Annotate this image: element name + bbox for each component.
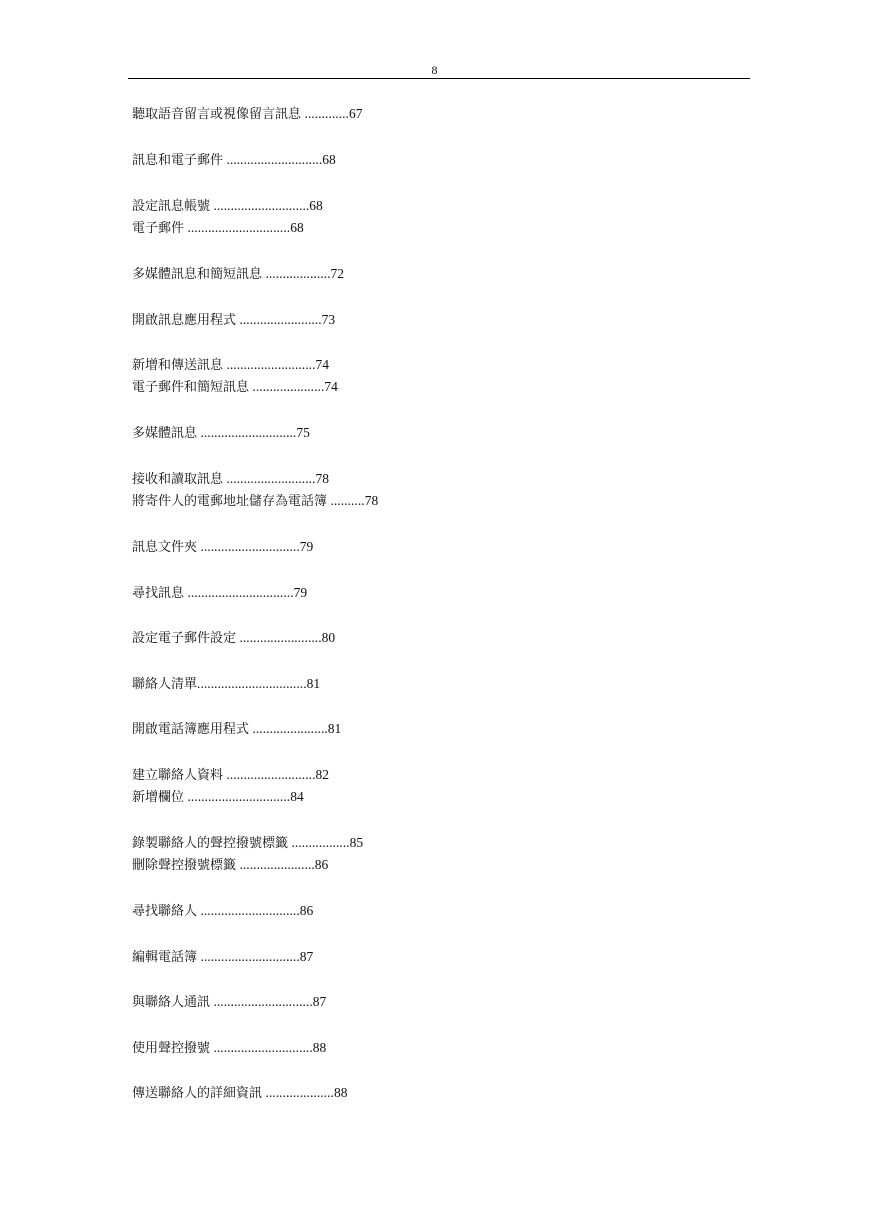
toc-entry[interactable] <box>132 675 320 692</box>
toc-entry[interactable] <box>132 902 313 919</box>
toc-entry-title: 聯絡人清單 <box>132 677 198 692</box>
toc-entry-page: 74 <box>324 379 338 394</box>
toc-entry-title: 建立聯絡人資料 <box>132 768 224 783</box>
toc-entry-title: 電子郵件和簡短訊息 <box>132 380 250 395</box>
toc-entry-leader: ............. <box>301 106 349 121</box>
toc-entry[interactable] <box>132 311 335 328</box>
toc-entry-page: 85 <box>349 835 364 850</box>
toc-entry-leader: ........................... <box>210 198 306 213</box>
toc-entry-leader: ............................ <box>210 994 310 1009</box>
toc-entry-title: 尋找訊息 <box>132 586 185 601</box>
toc-entry-leader: ..................... <box>249 379 325 394</box>
toc-entry-title: 傳送聯絡人的詳細資訊 <box>132 1086 263 1101</box>
toc-entry[interactable] <box>132 424 310 441</box>
page-number: 8 <box>431 63 438 77</box>
toc-entry-title: 使用聲控撥號 <box>132 1041 211 1056</box>
toc-entry-page: .87 <box>309 994 327 1009</box>
toc-entry-leader: ........................ <box>236 312 322 327</box>
toc-entry-leader: ...................... <box>236 857 315 872</box>
toc-entry-leader: ................................ <box>197 676 307 691</box>
toc-entry[interactable] <box>132 1084 347 1101</box>
toc-entry[interactable] <box>132 265 344 282</box>
toc-entry-page: 86 <box>314 857 329 872</box>
toc-entry[interactable] <box>132 584 307 601</box>
toc-entry[interactable] <box>132 993 326 1010</box>
toc-entry-title: 錄製聯絡人的聲控撥號標籤 <box>132 836 289 851</box>
toc-entry[interactable] <box>132 470 329 487</box>
toc-entry-page: 75 <box>296 425 310 440</box>
toc-entry-title: 設定訊息帳號 <box>132 199 211 214</box>
toc-entry-leader: ............................. <box>197 949 300 964</box>
toc-entry-page: 81 <box>327 721 342 736</box>
toc-entry-page: 86 <box>299 903 314 918</box>
toc-entry[interactable] <box>132 629 335 646</box>
toc-entry-page: 79 <box>293 585 308 600</box>
toc-entry-page: 68 <box>290 220 304 235</box>
toc-entry[interactable] <box>132 197 323 214</box>
toc-entry-page: .88 <box>309 1040 327 1055</box>
toc-entry-leader: ............................... <box>184 585 294 600</box>
toc-entry-title: 將寄件人的電郵地址儲存為電話簿 <box>132 494 328 509</box>
toc-entry-title: 訊息文件夾 <box>132 540 198 555</box>
toc-entry-title: 新增和傳送訊息 <box>132 358 224 373</box>
toc-entry-title: 多媒體訊息 <box>132 426 198 441</box>
toc-entry[interactable] <box>132 1039 326 1056</box>
toc-entry[interactable] <box>132 720 341 737</box>
toc-entry-leader: .......................... <box>223 357 316 372</box>
toc-entry[interactable] <box>132 492 378 509</box>
toc-entry-leader: ........................ <box>236 630 322 645</box>
toc-entry-title: 電子郵件 <box>132 221 185 236</box>
toc-entry-leader: ............................ <box>197 425 297 440</box>
toc-entry-page: 87 <box>299 949 314 964</box>
toc-entry-leader: .......................... <box>223 471 316 486</box>
toc-entry[interactable] <box>132 356 329 373</box>
toc-entry-title: 開啟訊息應用程式 <box>132 313 237 328</box>
toc-entry-page: 80 <box>321 630 336 645</box>
toc-entry-title: 接收和讀取訊息 <box>132 472 224 487</box>
toc-entry-title: 開啟電話簿應用程式 <box>132 722 250 737</box>
toc-entry-leader: ................. <box>288 835 350 850</box>
header-rule <box>128 78 750 79</box>
toc-entry-leader: ...................... <box>249 721 328 736</box>
toc-entry-title: 新增欄位 <box>132 790 185 805</box>
toc-entry-title: 聽取語音留言或視像留言訊息 <box>132 107 302 122</box>
toc-entry-page: 72 <box>330 266 345 281</box>
toc-entry-page: 78 <box>315 471 329 486</box>
toc-entry-page: 81 <box>306 676 321 691</box>
toc-entry-page: .68 <box>318 152 336 167</box>
toc-entry-leader: ........................... <box>223 152 319 167</box>
toc-entry[interactable] <box>132 105 362 122</box>
toc-entry[interactable] <box>132 834 363 851</box>
toc-entry[interactable] <box>132 538 313 555</box>
toc-entry-title: 編輯電話簿 <box>132 950 198 965</box>
toc-entry-title: 刪除聲控撥號標籤 <box>132 858 237 873</box>
toc-entry[interactable] <box>132 948 313 965</box>
toc-entry-title: 多媒體訊息和簡短訊息 <box>132 267 263 282</box>
toc-entry-page: 79 <box>299 539 314 554</box>
toc-entry-page: 67 <box>348 106 363 121</box>
toc-entry-page: 82 <box>315 767 329 782</box>
toc-entry-leader: .......................... <box>223 767 316 782</box>
toc-entry-leader: .......... <box>327 493 365 508</box>
toc-entry-title: 與聯絡人通訊 <box>132 995 211 1010</box>
toc-entry-leader: .............................. <box>184 789 291 804</box>
toc-entry-page: 73 <box>321 312 336 327</box>
toc-entry[interactable] <box>132 788 304 805</box>
toc-entry[interactable] <box>132 378 338 395</box>
toc-entry-page: 88 <box>333 1085 348 1100</box>
toc-entry-leader: ................... <box>262 266 331 281</box>
toc-entry-leader: ............................ <box>210 1040 310 1055</box>
toc-entry-page: 84 <box>290 789 304 804</box>
toc-entry-leader: .................... <box>262 1085 334 1100</box>
toc-entry-title: 設定電子郵件設定 <box>132 631 237 646</box>
toc-entry-leader: ............................. <box>197 539 300 554</box>
toc-entry[interactable] <box>132 219 304 236</box>
toc-entry[interactable] <box>132 766 329 783</box>
toc-entry-page: .68 <box>305 198 323 213</box>
toc-entry-leader: ............................. <box>197 903 300 918</box>
toc-entry[interactable] <box>132 856 328 873</box>
toc-entry-page: 78 <box>364 493 379 508</box>
toc-entry-leader: .............................. <box>184 220 291 235</box>
toc-entry-title: 訊息和電子郵件 <box>132 153 224 168</box>
toc-entry-page: 74 <box>315 357 329 372</box>
toc-entry-title: 尋找聯絡人 <box>132 904 198 919</box>
toc-entry[interactable] <box>132 151 336 168</box>
